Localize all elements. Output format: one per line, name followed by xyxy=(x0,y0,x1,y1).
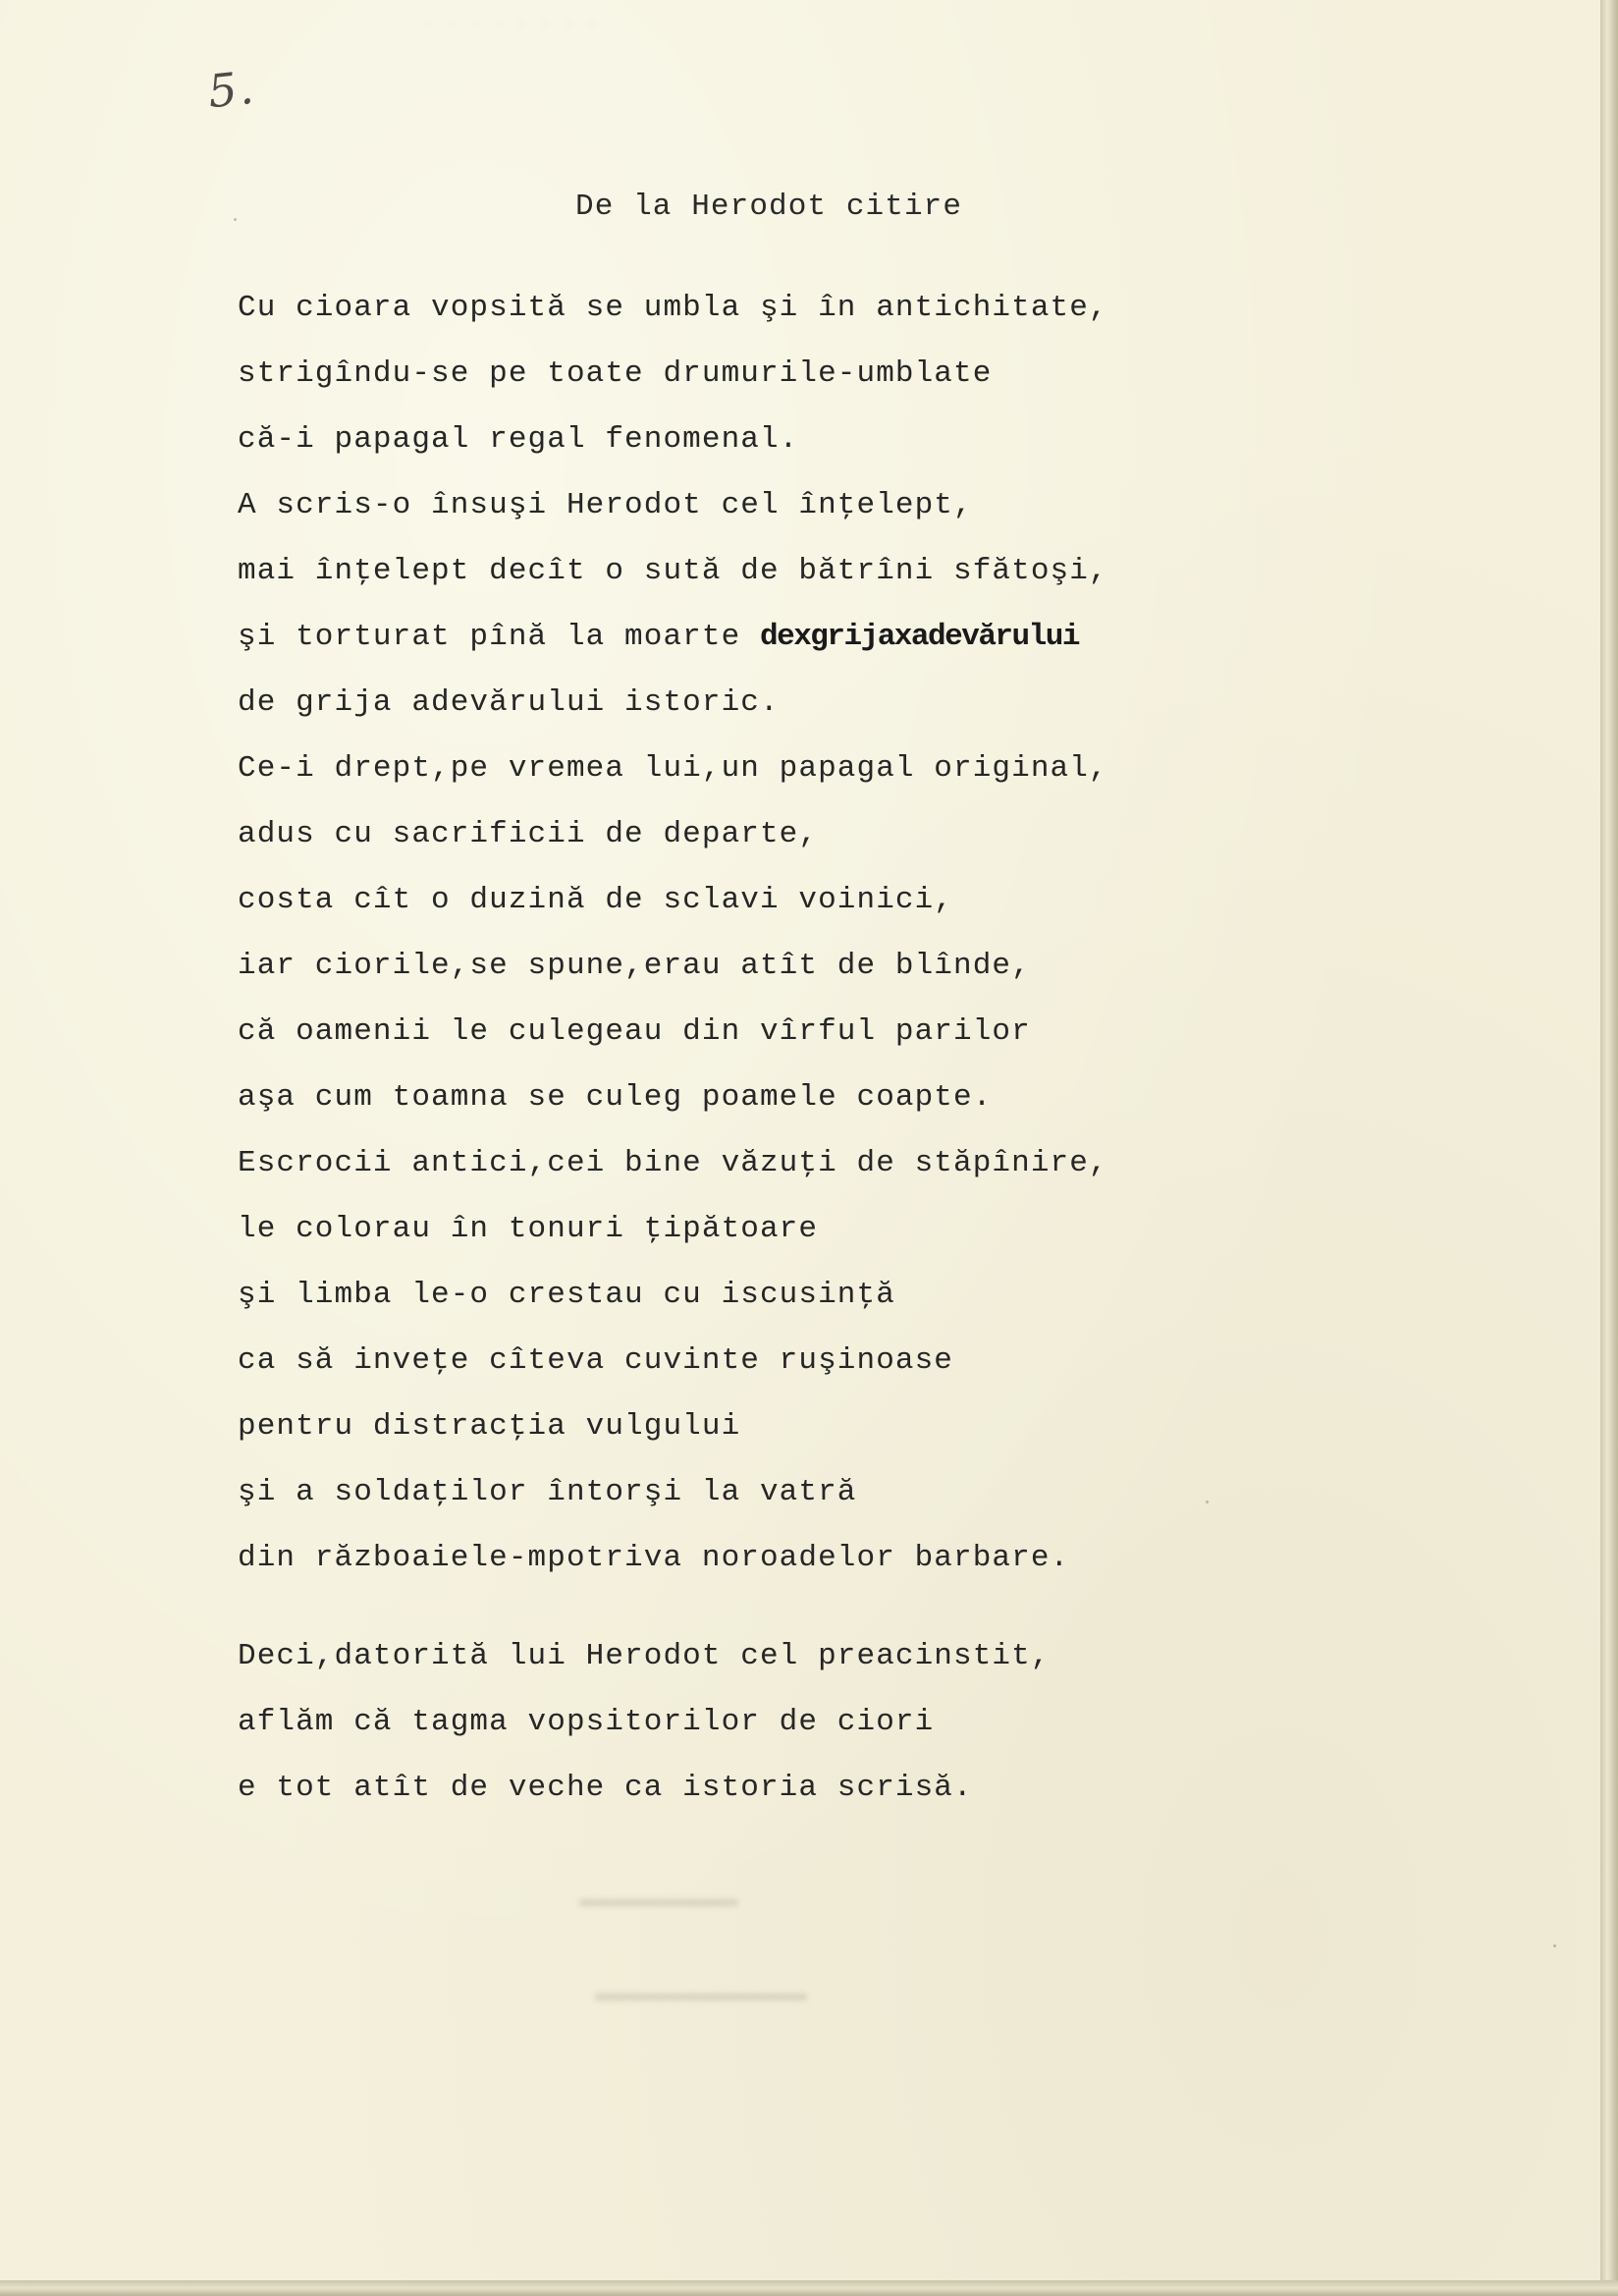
stanza-2 xyxy=(238,1635,1051,1832)
poem-line: mai înţelept decît o sută de bătrîni sfătoşi, xyxy=(238,554,1108,588)
poem-line: Cu cioara vopsită se umbla şi în antichitate, xyxy=(238,291,1108,325)
stanza-1 xyxy=(238,287,1108,1603)
poem-line: de grija adevărului istoric. xyxy=(238,685,780,720)
poem-line: şi a soldaţilor întorşi la vatră xyxy=(238,1475,857,1509)
page-number: 5. xyxy=(205,60,258,119)
poem-line: Deci,datorită lui Herodot cel preacinstit, xyxy=(238,1639,1051,1673)
poem-line: strigîndu-se pe toate drumurile-umblate xyxy=(238,356,993,391)
bleed-through-text: · · · · · · · · xyxy=(422,14,600,36)
poem-line: adus cu sacrificii de departe, xyxy=(238,817,819,851)
poem-line: iar ciorile,se spune,erau atît de blînde, xyxy=(238,949,1031,983)
poem-line: costa cît o duzină de sclavi voinici, xyxy=(238,883,954,917)
poem-line-text: şi torturat pînă la moarte xyxy=(238,620,741,654)
poem-line: ca să inveţe cîteva cuvinte ruşinoase xyxy=(238,1343,954,1378)
poem-title: De la Herodot citire xyxy=(575,190,963,224)
poem-line: din războaiele-mpotriva noroadelor barbare. xyxy=(238,1541,1070,1575)
poem-line: aşa cum toamna se culeg poamele coapte. xyxy=(238,1080,993,1115)
poem-line: aflăm că tagma vopsitorilor de ciori xyxy=(238,1705,935,1739)
poem-line: A scris-o însuşi Herodot cel înţelept, xyxy=(238,488,973,522)
poem-line: şi limba le-o crestau cu iscusinţă xyxy=(238,1278,895,1312)
struck-out-text: dexgrijaxadevărului xyxy=(759,620,1079,654)
poem-line: că-i papagal regal fenomenal. xyxy=(238,422,799,457)
paper-edge-right xyxy=(1600,0,1618,2296)
poem-line: le colorau în tonuri ţipătoare xyxy=(238,1212,819,1246)
paper-speck xyxy=(234,218,237,221)
poem-line: e tot atît de veche ca istoria scrisă. xyxy=(238,1771,973,1805)
poem-line: pentru distracţia vulgului xyxy=(238,1409,741,1444)
bleed-through-smudge: ▬▬▬▬▬▬▬▬▬ xyxy=(579,1884,739,1917)
poem-line: că oamenii le culegeau din vîrful parilor xyxy=(238,1014,1031,1049)
poem-line-with-strikeout xyxy=(238,616,1108,682)
poem-line: Ce-i drept,pe vremea lui,un papagal original, xyxy=(238,751,1108,786)
paper-edge-bottom xyxy=(0,2280,1618,2296)
bleed-through-smudge: ▬▬▬▬▬▬▬▬▬▬▬▬ xyxy=(595,1978,808,2011)
paper-speck xyxy=(1553,1944,1556,1947)
poem-line: Escrocii antici,cei bine văzuţi de stăpînire, xyxy=(238,1146,1108,1180)
paper-speck xyxy=(1206,1501,1209,1503)
